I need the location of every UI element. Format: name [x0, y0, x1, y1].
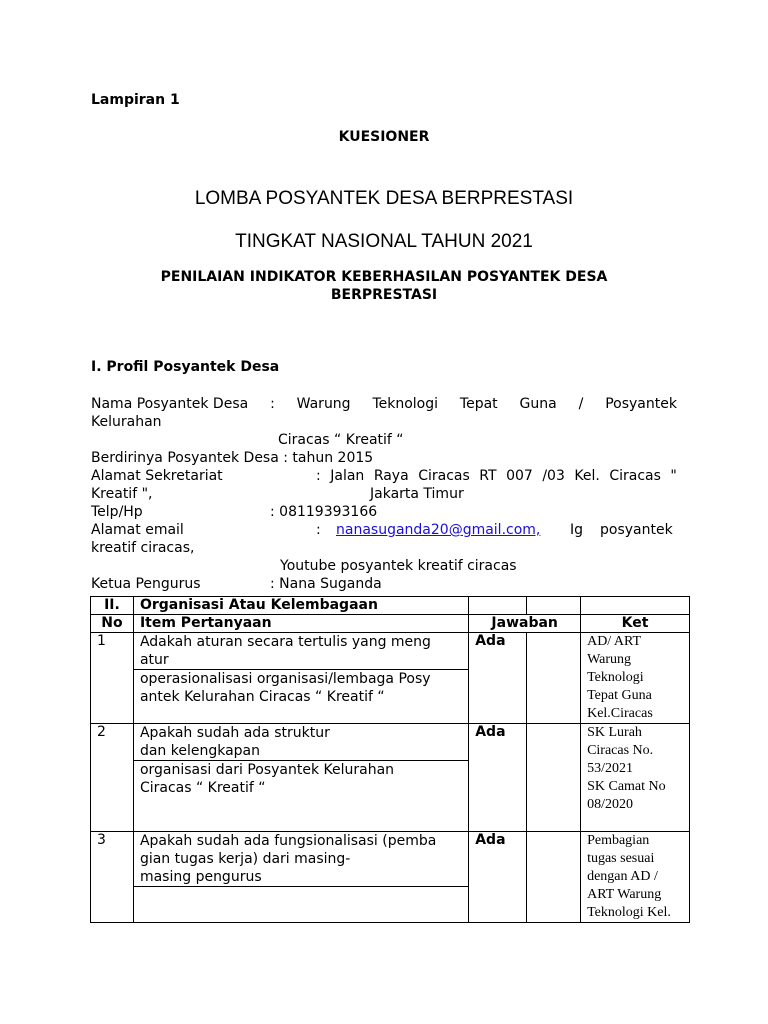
- question-part: [134, 760, 468, 797]
- profile-name-word: /: [578, 396, 584, 412]
- table-row: [91, 832, 690, 923]
- note-line: Teknologi: [587, 670, 644, 685]
- profile-phone-label: Telp/Hp: [91, 504, 143, 520]
- profile-email-rest-b: posyantek: [600, 522, 673, 538]
- question-line: Apakah sudah ada struktur: [139, 725, 330, 741]
- row-note: [581, 832, 690, 923]
- row-answer-extra: [527, 633, 581, 724]
- question-line: antek Kelurahan Ciracas “ Kreatif “: [139, 689, 385, 705]
- row-answer-extra: [527, 724, 581, 832]
- note-line: dengan AD /: [587, 869, 658, 884]
- note-line: Warung: [587, 652, 632, 667]
- empty-cell: [581, 597, 690, 615]
- question-part: [134, 669, 468, 706]
- profile-email-rest-a: Ig: [570, 522, 584, 538]
- profile-name-word: Guna: [519, 396, 557, 412]
- row-note: [581, 633, 690, 724]
- row-note: [581, 724, 690, 832]
- table-section-row: [91, 597, 690, 615]
- column-header-item: Item Pertanyaan: [133, 615, 468, 633]
- assessment-heading: PENILAIAN INDIKATOR KEBERHASILAN POSYANTEK DESA BERPRESTASI: [160, 269, 608, 303]
- note-line: SK Camat No: [587, 779, 666, 794]
- note-line: 08/2020: [587, 797, 633, 812]
- attachment-label: Lampiran 1: [91, 92, 180, 108]
- document-title: LOMBA POSYANTEK DESA BERPRESTASI: [194, 188, 574, 209]
- profile-address-line: [316, 468, 677, 484]
- table-row: [91, 633, 690, 724]
- note-line: 53/2021: [587, 761, 633, 776]
- profile-address-line2a: Kreatif ",: [91, 486, 153, 502]
- question-line: Adakah aturan secara tertulis yang meng: [139, 634, 431, 650]
- profile-name-line3: Ciracas “ Kreatif “: [278, 432, 404, 448]
- profile-address-line2b: Jakarta Timur: [370, 486, 464, 502]
- profile-name-word: Teknologi: [372, 396, 439, 412]
- profile-name-word: Tepat: [459, 396, 498, 412]
- question-line: organisasi dari Posyantek Kelurahan: [139, 762, 395, 778]
- address-word: RT: [479, 468, 497, 484]
- column-header-answer: Jawaban: [469, 615, 581, 633]
- row-number: 1: [91, 633, 134, 724]
- question-line: Ciracas “ Kreatif “: [139, 780, 266, 796]
- profile-name-word: Posyantek: [605, 396, 677, 412]
- question-part: [134, 886, 468, 921]
- note-line: Teknologi Kel.: [587, 905, 671, 920]
- table-header-row: [91, 615, 690, 633]
- profile-name-word: Warung: [296, 396, 351, 412]
- question-line: gian tugas kerja) dari masing-: [139, 851, 351, 867]
- address-word: 007: [506, 468, 533, 484]
- question-line: Apakah sudah ada fungsionalisasi (pemba: [139, 833, 437, 849]
- document-subtitle-year: TINGKAT NASIONAL TAHUN 2021: [235, 231, 533, 252]
- profile-youtube: Youtube posyantek kreatif ciracas: [280, 558, 517, 574]
- address-word: Ciracas: [418, 468, 470, 484]
- row-answer: Ada: [469, 724, 527, 832]
- note-line: AD/ ART: [587, 634, 642, 649]
- profile-name-word: :: [270, 396, 275, 412]
- questionnaire-heading: KUESIONER: [338, 129, 430, 145]
- profile-name-word: Nama Posyantek Desa: [91, 396, 249, 412]
- note-line: Ciracas No.: [587, 743, 654, 758]
- note-line: ART Warung: [587, 887, 662, 902]
- section-profile-title: I. Profil Posyantek Desa: [91, 359, 280, 375]
- empty-cell: [469, 597, 527, 615]
- profile-name-line2: Kelurahan: [91, 414, 162, 430]
- address-word: Raya: [373, 468, 409, 484]
- profile-founded: Berdirinya Posyantek Desa : tahun 2015: [91, 450, 374, 466]
- profile-name-line: [91, 396, 677, 412]
- profile-email-line2: kreatif ciracas,: [91, 540, 195, 556]
- note-line: SK Lurah: [587, 725, 642, 740]
- empty-cell: [527, 597, 581, 615]
- column-header-no: No: [91, 615, 134, 633]
- note-line: Kel.Ciracas: [587, 706, 653, 721]
- section-number: II.: [91, 597, 134, 615]
- profile-chair-label: Ketua Pengurus: [91, 576, 201, 592]
- profile-chair-value: : Nana Suganda: [270, 576, 382, 592]
- address-word: Jalan: [330, 468, 365, 484]
- row-question: [133, 832, 468, 923]
- question-line: atur: [139, 652, 169, 668]
- email-link[interactable]: nanasuganda20@gmail.com,: [336, 522, 541, 538]
- address-word: Kel.: [574, 468, 600, 484]
- question-line: dan kelengkapan: [139, 743, 261, 759]
- row-question: [133, 633, 468, 724]
- note-line: Tepat Guna: [587, 688, 652, 703]
- address-word: Ciracas: [609, 468, 661, 484]
- row-answer: Ada: [469, 832, 527, 923]
- question-part: [134, 633, 468, 669]
- row-number: 2: [91, 724, 134, 832]
- question-part: [134, 724, 468, 760]
- address-word: ": [670, 468, 677, 484]
- question-line: operasionalisasi organisasi/lembaga Posy: [139, 671, 431, 687]
- table-row: [91, 724, 690, 832]
- question-part: [134, 832, 468, 886]
- column-header-note: Ket: [581, 615, 690, 633]
- note-line: Pembagian: [587, 833, 650, 848]
- note-line: tugas sesuai: [587, 851, 655, 866]
- address-word: /03: [542, 468, 565, 484]
- organization-table: [90, 596, 690, 923]
- row-answer-extra: [527, 832, 581, 923]
- section-title: Organisasi Atau Kelembagaan: [133, 597, 468, 615]
- profile-email-label: Alamat email: [91, 522, 184, 538]
- row-answer: Ada: [469, 633, 527, 724]
- profile-address-label: Alamat Sekretariat: [91, 468, 223, 484]
- address-word: :: [316, 468, 321, 484]
- profile-phone-value: : 08119393166: [270, 504, 378, 520]
- row-number: 3: [91, 832, 134, 923]
- profile-email-colon: :: [316, 522, 321, 538]
- question-line: masing pengurus: [139, 869, 262, 885]
- row-question: [133, 724, 468, 832]
